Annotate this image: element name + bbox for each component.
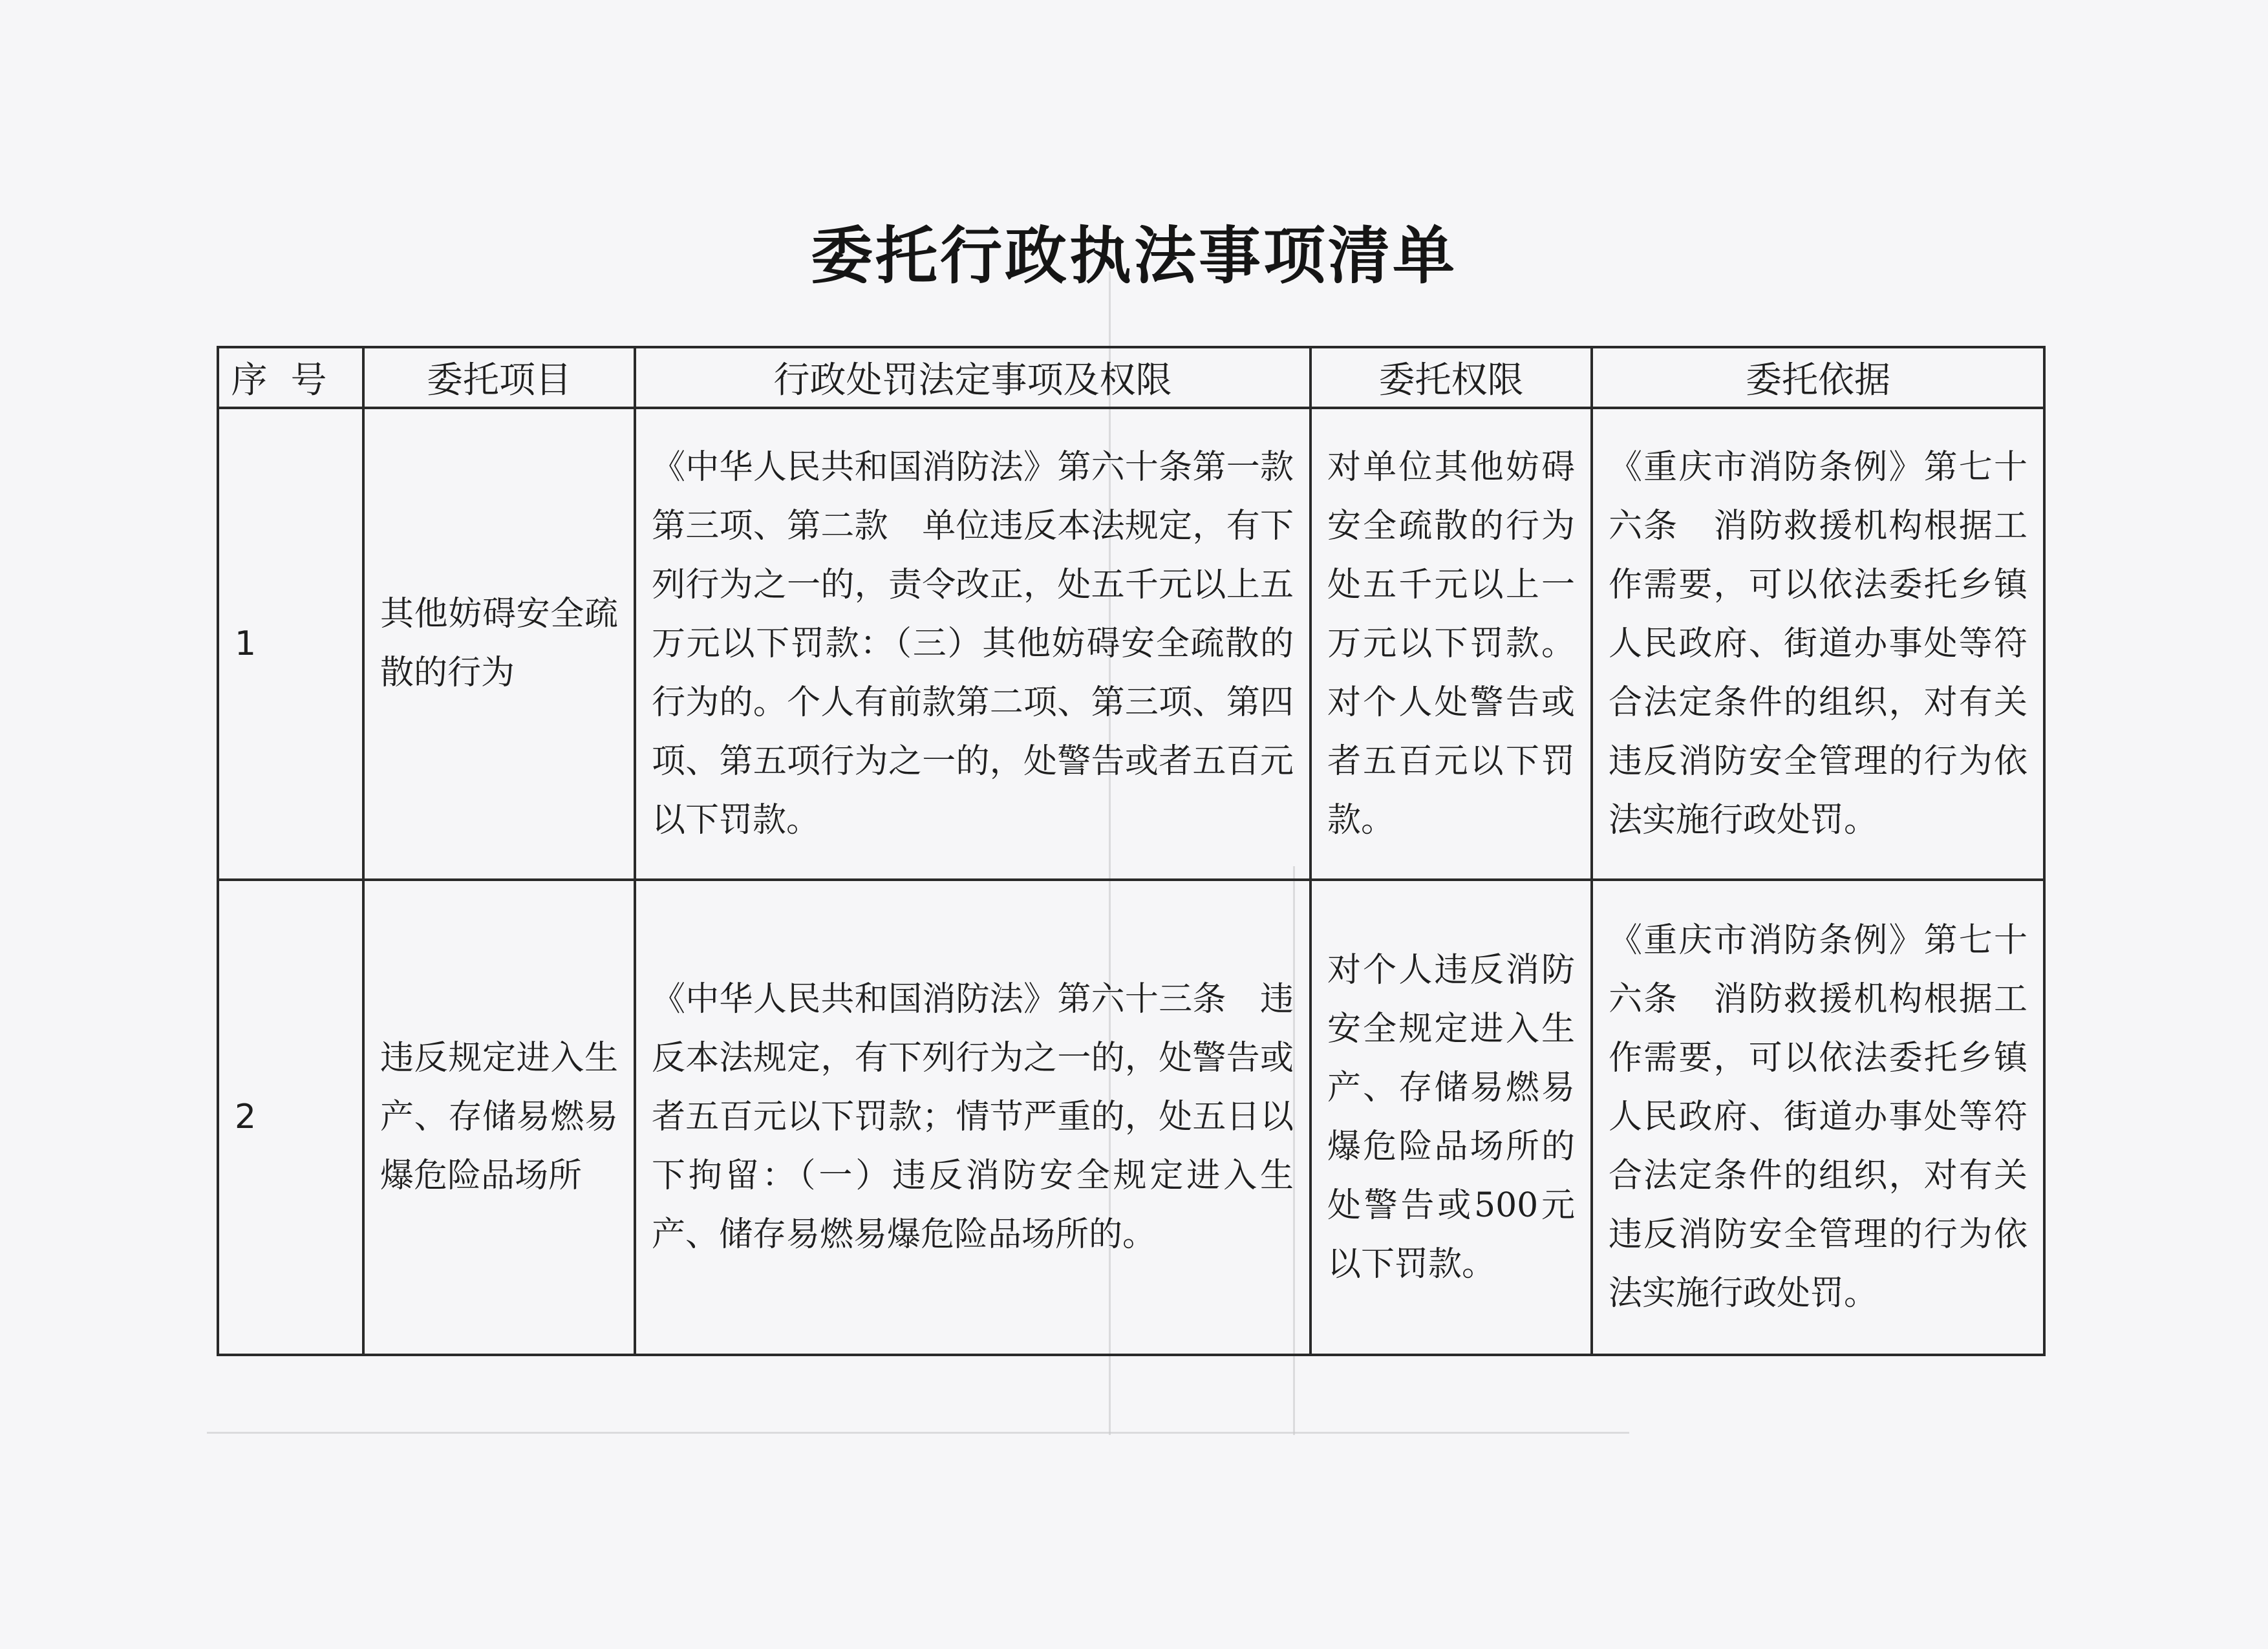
header-seq: 序号: [218, 347, 363, 408]
header-basis: 委托依据: [1592, 347, 2044, 408]
cell-basis: 《重庆市消防条例》第七十六条 消防救援机构根据工作需要，可以依法委托乡镇人民政府、街道办事处等符合法定条件的组织，对有关违反消防安全管理的行为依法实施行政处罚。: [1592, 880, 2044, 1355]
cell-basis: 《重庆市消防条例》第七十六条 消防救援机构根据工作需要，可以依法委托乡镇人民政府、街道办事处等符合法定条件的组织，对有关违反消防安全管理的行为依法实施行政处罚。: [1592, 408, 2044, 880]
table-row: [218, 408, 2044, 880]
cell-item: 违反规定进入生产、存储易燃易爆危险品场所: [363, 880, 635, 1355]
cell-limit: 对个人违反消防安全规定进入生产、存储易燃易爆危险品场所的处警告或500元以下罚款。: [1311, 880, 1592, 1355]
cell-matters: 《中华人民共和国消防法》第六十条第一款第三项、第二款 单位违反本法规定，有下列行为之一的，责令改正，处五千元以上五万元以下罚款：（三）其他妨碍安全疏散的行为的。个人有前款第二项、第三项、第四项、第五项行为之一的，处警告或者五百元以下罚款。: [635, 408, 1311, 880]
header-limit: 委托权限: [1311, 347, 1592, 408]
delegation-table: [217, 346, 2046, 1356]
cell-seq: 1: [218, 408, 363, 880]
table-row: [218, 880, 2044, 1355]
cell-matters: 《中华人民共和国消防法》第六十三条 违反本法规定，有下列行为之一的，处警告或者五百元以下罚款；情节严重的，处五日以下拘留：（一）违反消防安全规定进入生产、储存易燃易爆危险品场所的。: [635, 880, 1311, 1355]
table-header-row: [218, 347, 2044, 408]
show-through-line: [207, 1432, 1629, 1434]
page-title: 委托行政执法事项清单: [811, 220, 1457, 292]
header-item: 委托项目: [363, 347, 635, 408]
cell-item: 其他妨碍安全疏散的行为: [363, 408, 635, 880]
header-matters: 行政处罚法定事项及权限: [635, 347, 1311, 408]
cell-limit: 对单位其他妨碍安全疏散的行为处五千元以上一万元以下罚款。对个人处警告或者五百元以下罚款。: [1311, 408, 1592, 880]
cell-seq: 2: [218, 880, 363, 1355]
